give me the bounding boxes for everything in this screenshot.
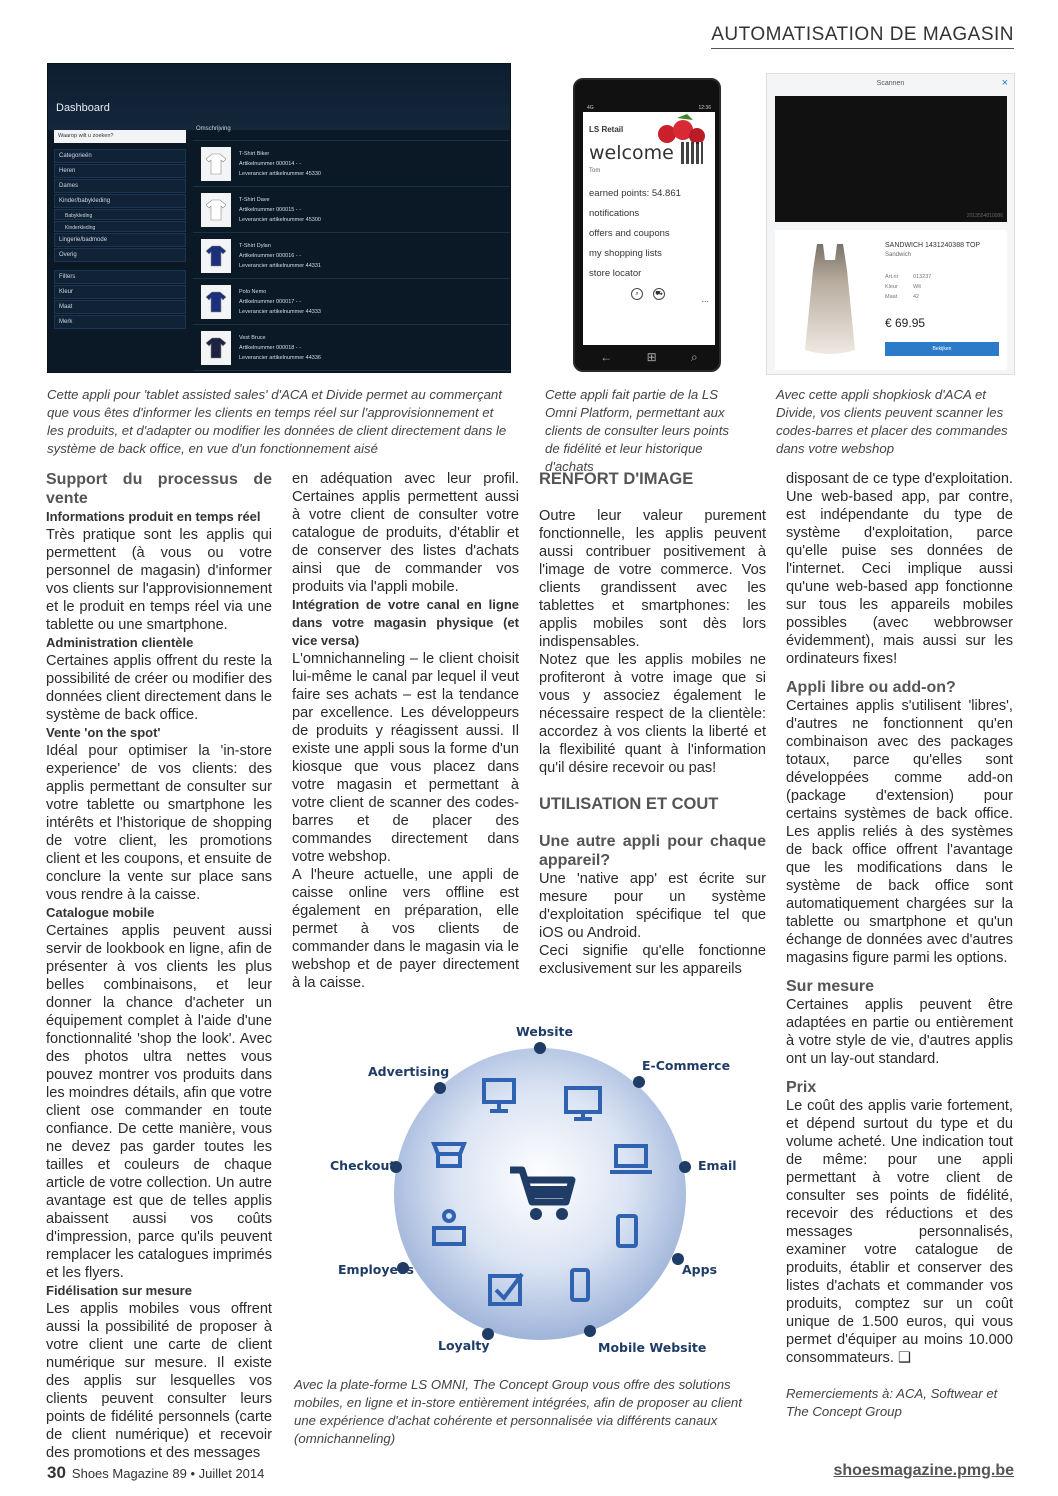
label-employees: Employees (338, 1262, 414, 1277)
windows-icon[interactable]: ⊞ (646, 350, 657, 364)
price-text: Le coût des applis varie fortement, et dépend surtout du type et du volume acheté. Une indication tout de même: pour une appli permettant à votre client de consulter ses points de fidélité, recevoir des réductions et des messages personnalisés, examiner votre catalogue de produits, établir et conserver des listes d'achats et commander vos produits, comptez sur un coût unique de 1.500 euros, qui vous permet d'équiper au moins 10.000 consommateurs. (786, 1098, 1013, 1366)
heading-renfort: RENFORT D'IMAGE (539, 470, 694, 488)
heading-support: Support du processus de vente (46, 471, 272, 507)
paragraph: Les applis mobiles vous offrent aussi la possibilité de proposer à votre client une carte de client numérique sur mesure. Il existe des applis sur lesquelles vos clients peuvent consulter leurs points de fidélité personnels (carte de client numérique) et recevoir des promotions et des messages (46, 1301, 272, 1461)
product-card (775, 230, 1007, 370)
sidebar-item[interactable]: Dames (54, 179, 186, 193)
product-brand: Sandwich (885, 252, 912, 258)
back-icon[interactable]: ← (600, 350, 613, 364)
meta-value: 013237 (913, 274, 932, 280)
scanner-video (775, 96, 1007, 222)
heading-autre-appli: Une autre appli pour chaque appareil? (539, 833, 766, 869)
table-row[interactable] (193, 325, 511, 371)
menu-item-lists[interactable]: my shopping lists (589, 248, 662, 259)
product-name: SANDWICH 1431240388 TOP (885, 242, 981, 249)
paragraph: Ceci signifie qu'elle fonctionne exclusivement sur les appareils (539, 943, 766, 977)
heading-prix: Prix (786, 1079, 817, 1096)
paragraph: Certaines applis peuvent aussi servir de lookbook en ligne, afin de présenter à vos clients les plus belles combinaisons, et leur donner la chance d'acheter un équipement complet à l'aide d'une fonctionnalité 'shop the look'. Avec des photos ultra nettes vous pouvez montrer vos produits dans les moindres détails, afin que votre client ose commander en toute confiance. De cette manière, vous ne devez pas garder toutes les tailles et couleurs de chaque article de votre collection. Un autre avantage est que de telles applis abaissent aussi vos coûts d'impression, parce qu'ils peuvent remplacer les catalogues imprimés et les flyers. (46, 923, 272, 1281)
cart-icon[interactable]: ⛟ (653, 288, 665, 300)
product-name: T-Shirt Dylan (239, 242, 271, 249)
menu-item-points[interactable]: earned points: 54.861 (589, 188, 681, 199)
tank-top-image (795, 240, 865, 360)
phone-menu (589, 184, 681, 284)
paragraph: Notez que les applis mobiles ne profiteront à votre image que si vous y associez également le nécessaire respect de la clientèle: accordez à vos clients la liberté et la flexibilité quant à l'information qu'il désire recevoir ou pas! (539, 652, 766, 776)
node-mobile-website (584, 1325, 596, 1337)
node-advertising (434, 1082, 446, 1094)
table-row[interactable] (193, 187, 511, 233)
column-1 (46, 470, 272, 1462)
network-label: 4G (587, 105, 594, 111)
dashboard-product-list (193, 124, 511, 371)
table-row[interactable] (193, 141, 511, 187)
sidebar-item[interactable]: Kinder/babykleding (54, 194, 186, 208)
shirt-icon (206, 337, 226, 359)
product-name: Vest Bruce (239, 334, 266, 341)
column-4 (786, 470, 1013, 1421)
product-name: T-Shirt Dave (239, 196, 270, 203)
kiosk-screenshot (766, 73, 1015, 375)
shirt-icon (206, 245, 226, 267)
label-loyalty: Loyalty (438, 1338, 490, 1353)
phone-screenshot (573, 78, 721, 372)
product-thumbnail (201, 331, 231, 365)
product-article: Artikelnummer 000015 - - (239, 206, 302, 213)
qr-code-icon (681, 142, 703, 164)
paragraph: L'omnichanneling – le client choisit lui-même le canal par lequel il veut faire ses achats – est la tendance par excellence. Les développeurs de produits y réagissent aussi. Il existe une appli sous la forme d'un kiosque que vous placez dans votre magasin et permettant à votre client de scanner des codes-barres et de placer des commandes directement dans votre webshop. (292, 651, 519, 865)
product-article: Artikelnummer 000016 - - (239, 252, 302, 259)
caption-diagram: Avec la plate-forme LS OMNI, The Concept Group vous offre des solutions mobiles, en ligne et in-store entièrement intégrées, afin de proposer au client une expérience d'achat cohérente et personnalisée via différents canaux (omnichanneling) (294, 1377, 742, 1446)
meta-value: Wit (913, 284, 921, 290)
sidebar-item[interactable]: Categorieën (54, 149, 186, 163)
shirt-icon (206, 291, 226, 313)
welcome-text: welcome (589, 142, 674, 164)
thanks-text: Remerciements à: ACA, Softwear et The Concept Group (786, 1386, 998, 1419)
column-3 (539, 470, 766, 978)
caption-dashboard: Cette appli pour 'tablet assisted sales' d'ACA et Divide permet au commerçant que vous êtes d'informer les clients en temps réel sur l'approvisionnement et les produits, et d'adapter ou modifier les données de client directement dans le système de back office, en vue d'un fonctionnement aisé (47, 387, 507, 456)
menu-item-store-locator[interactable]: store locator (589, 268, 642, 279)
paragraph: Certaines applis offrent du reste la possibilité de créer ou modifier des données client directement dans le système de back office. (46, 653, 272, 723)
meta-value: 42 (913, 294, 920, 300)
filter-item[interactable]: Merk (54, 315, 186, 329)
label-email: Email (698, 1158, 737, 1173)
heading-sur-mesure: Sur mesure (786, 978, 875, 995)
column-header: Omschrijving (193, 124, 511, 141)
column-2 (292, 470, 519, 992)
meta-key: Maat (885, 294, 898, 300)
table-row[interactable] (193, 279, 511, 325)
node-email (679, 1161, 691, 1173)
paragraph: Très pratique sont les applis qui permettent (à vous ou votre personnel de magasin) d'informer vos clients sur l'approvisionnement et le produit en temps réel via une tablette ou une smartphone. (46, 527, 272, 633)
footer-left (47, 1463, 264, 1483)
phone-screen (583, 112, 715, 345)
paragraph: en adéquation avec leur profil. Certaines applis permettent aussi à votre client de consulter votre catalogue de produits, d'établir et de conserver des listes d'achats ainsi que de commander vos produits via l'appli mobile. (292, 471, 519, 595)
product-thumbnail (201, 285, 231, 319)
product-name: Polo Nemo (239, 288, 267, 295)
meta-key: Art.nr (885, 274, 899, 280)
dashboard-sidebar (54, 130, 186, 330)
view-button[interactable]: Bekijken (885, 342, 999, 356)
page-number: 30 (47, 1463, 66, 1482)
label-advertising: Advertising (368, 1064, 450, 1079)
subheading-fidelisation: Fidélisation sur mesure (46, 1283, 192, 1298)
phone-nav-bar (583, 350, 715, 365)
dashboard-search-input[interactable]: Waarop wilt u zoeken? (54, 130, 186, 143)
dashboard-screenshot (47, 63, 511, 373)
shirt-icon (206, 153, 226, 175)
label-checkout: Checkout (330, 1158, 396, 1173)
paragraph (786, 1097, 1013, 1367)
paragraph: Certaines applis s'utilisent 'libres', d'autres ne fonctionnent qu'en combinaison avec des packages totaux, parce qu'elles sont développées comme add-on (package d'extension) pour certains systèmes de back office. Les applis reliés à des systèmes de back office offrent l'avantage que les modifications dans le système de back office sont automatiquement chargées sur la tablette ou smartphone et qu'un échange de données avec d'autres magasins figure parmi les options. (786, 698, 1013, 966)
phone-action-icons (631, 288, 665, 300)
paragraph: Outre leur valeur purement fonctionnelle, les applis peuvent aussi contribuer positivement à l'image de votre commerce. Vos clients grandissent avec les tablettes et smartphones: les applis mobiles sont dès lors indispensables. (539, 508, 766, 650)
close-icon[interactable]: × (1001, 77, 1008, 89)
subheading-integration: Intégration de votre canal en ligne dans votre magasin physique (et vice versa) (292, 597, 519, 648)
product-article: Artikelnummer 000018 - - (239, 344, 302, 351)
product-supplier: Leverancier artikelnummer 44331 (239, 262, 321, 269)
magazine-issue: Shoes Magazine 89 • Juillet 2014 (71, 1466, 265, 1481)
footer-site-link[interactable]: shoesmagazine.pmg.be (833, 1462, 1014, 1479)
product-article: Artikelnummer 000014 - - (239, 160, 302, 167)
kiosk-title: Scannen (876, 80, 905, 87)
meta-key: Kleur (885, 284, 898, 290)
paragraph: Certaines applis peuvent être adaptées en partie ou entièrement à votre style de vie, d'autres applis ont un lay-out standard. (786, 997, 1013, 1067)
caption-kiosk: Avec cette appli shopkiosk d'ACA et Divide, vos clients peuvent scanner les codes-barres et placer des commandes dans votre webshop (776, 387, 1008, 456)
ls-retail-logo: LS Retail (589, 125, 624, 134)
sidebar-item[interactable]: Overig (54, 248, 186, 262)
product-supplier: Leverancier artikelnummer 44336 (239, 354, 321, 361)
subheading-catalogue: Catalogue mobile (46, 905, 155, 920)
product-thumbnail (201, 147, 231, 181)
dashboard-title: Dashboard (48, 64, 510, 130)
label-ecommerce: E-Commerce (642, 1058, 731, 1073)
caption-phone: Cette appli fait partie de la LS Omni Platform, permettant aux clients de consulter leurs points de fidélité et leur historique d'achats (545, 387, 729, 474)
label-website: Website (516, 1024, 573, 1039)
paragraph: A l'heure actuelle, une appli de caisse online vers offline est également en préparation, elle permet à vos clients de commander dans le magasin via le webshop et de payer directement à la caisse. (292, 867, 519, 991)
product-supplier: Leverancier artikelnummer 45330 (239, 170, 321, 177)
heading-libre: Appli libre ou add-on? (786, 679, 956, 696)
menu-item-notifications[interactable]: notifications (589, 208, 640, 219)
search-icon[interactable]: ⌕ (691, 350, 698, 364)
table-row[interactable] (193, 233, 511, 279)
product-name: T-Shirt Biker (239, 150, 270, 157)
filter-item[interactable]: Filters (54, 270, 186, 284)
time-label: 12:36 (698, 105, 711, 111)
product-meta (885, 272, 941, 302)
product-article: Artikelnummer 000017 - - (239, 298, 302, 305)
product-price: € 69.95 (885, 316, 926, 330)
end-mark-icon: ❑ (897, 1350, 912, 1366)
video-code: 2013554810086 (966, 213, 1003, 219)
heading-utilisation: UTILISATION ET COUT (539, 795, 719, 813)
node-website (534, 1042, 546, 1054)
filter-item[interactable]: Kleur (54, 285, 186, 299)
node-ecommerce (633, 1076, 645, 1088)
product-thumbnail (201, 193, 231, 227)
more-icon[interactable]: ... (701, 294, 709, 304)
paragraph: Une 'native app' est écrite sur mesure pour un système d'exploitation spécifique tel que iOS ou Android. (539, 871, 766, 941)
paragraph: Idéal pour optimiser la 'in-store experience' de vos clients: des applis permettant de consulter sur votre tablette ou smartphone les intérêts et l'historique de shopping de votre client, les promotions client et les coupons, et ensuite de conclure la vente sur place sans vous rendre à la caisse. (46, 743, 272, 903)
filter-item[interactable]: Maat (54, 300, 186, 314)
omnichannel-diagram (300, 1012, 760, 1374)
search-icon[interactable]: ⌕ (631, 288, 643, 300)
subheading-admin: Administration clientèle (46, 635, 194, 650)
sidebar-item[interactable]: Kinderkleding (54, 221, 186, 232)
sidebar-item[interactable]: Heren (54, 164, 186, 178)
label-mobile-website: Mobile Website (598, 1340, 707, 1355)
shirt-icon (206, 199, 226, 221)
label-apps: Apps (682, 1262, 718, 1277)
product-supplier: Leverancier artikelnummer 44333 (239, 308, 321, 315)
section-title: AUTOMATISATION DE MAGASIN (711, 24, 1014, 49)
paragraph: disposant de ce type d'exploitation. Une web-based app, par contre, est indépendante du type de système d'exploitation, parce qu'elle puise ses données de l'internet. Ceci implique aussi qu'une web-based app fonctionne sur tous les appareils mobiles possibles (avec webbrowser évidemment), mais aussi sur les ordinateurs fixes! (786, 471, 1013, 667)
subheading-info: Informations produit en temps réel (46, 509, 261, 524)
product-thumbnail (201, 239, 231, 273)
sidebar-item[interactable]: Lingerie/badmode (54, 233, 186, 247)
user-name: Tom (589, 168, 601, 174)
subheading-vente: Vente 'on the spot' (46, 725, 161, 740)
menu-item-offers[interactable]: offers and coupons (589, 228, 670, 239)
sidebar-item[interactable]: Babykleding (54, 209, 186, 220)
product-supplier: Leverancier artikelnummer 45300 (239, 216, 321, 223)
